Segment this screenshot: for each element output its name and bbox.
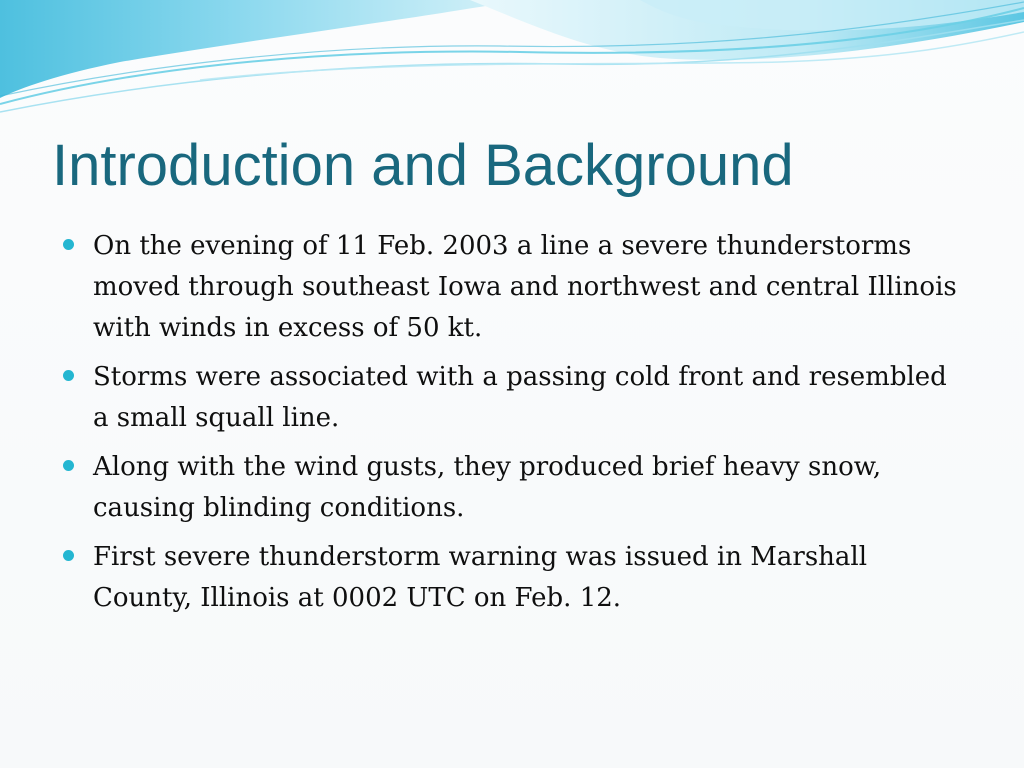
wave-band-main bbox=[0, 0, 520, 98]
bullet-text: First severe thunderstorm warning was issued in Marshall County, Illinois at 0002 UTC on Feb. 12. bbox=[93, 542, 868, 613]
bullet-list bbox=[62, 226, 962, 627]
bullet-item bbox=[62, 537, 962, 619]
bullet-item bbox=[62, 226, 962, 349]
header-wave-decoration bbox=[0, 0, 1024, 130]
bullet-text: Storms were associated with a passing cold front and resembled a small squall line. bbox=[93, 362, 947, 433]
bullet-item bbox=[62, 447, 962, 529]
bullet-dot-icon bbox=[63, 550, 74, 561]
bullet-item bbox=[62, 357, 962, 439]
bullet-dot-icon bbox=[63, 460, 74, 471]
bullet-dot-icon bbox=[63, 370, 74, 381]
bullet-dot-icon bbox=[63, 239, 74, 250]
bullet-text: On the evening of 11 Feb. 2003 a line a severe thunderstorms moved through southeast Iowa and northwest and central Illinois with winds in excess of 50 kt. bbox=[93, 231, 957, 343]
bullet-text: Along with the wind gusts, they produced brief heavy snow, causing blinding conditions. bbox=[93, 452, 882, 523]
slide-title: Introduction and Background bbox=[52, 133, 794, 198]
